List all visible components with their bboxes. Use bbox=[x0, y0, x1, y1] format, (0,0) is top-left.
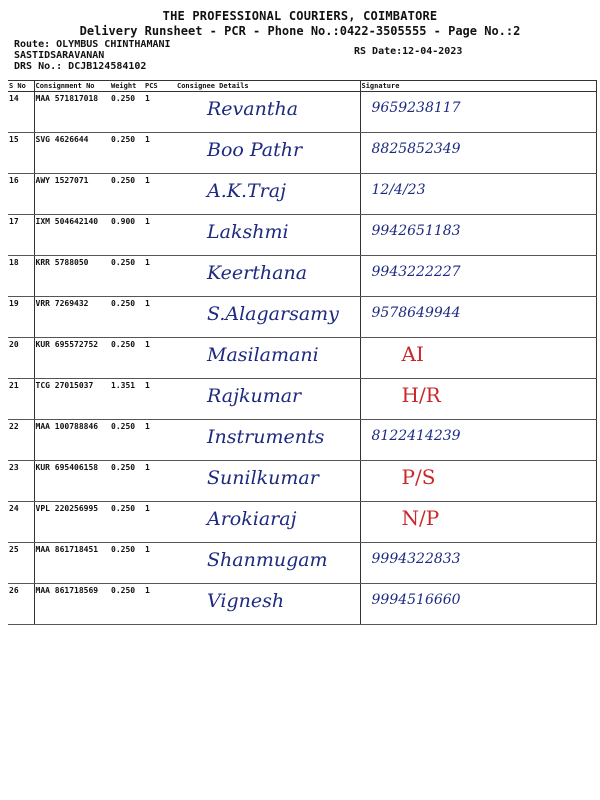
row-pcs: 1 bbox=[145, 299, 150, 308]
row-sno-cell bbox=[8, 420, 34, 461]
row-signature: H/R bbox=[401, 383, 441, 407]
row-sno-cell bbox=[8, 379, 34, 420]
row-consignment-no-cell bbox=[34, 420, 110, 461]
row-weight: 0.250 bbox=[111, 258, 136, 267]
table-header-row bbox=[8, 81, 596, 92]
row-pcs: 1 bbox=[145, 258, 150, 267]
row-consignment-no: KUR 695406158 bbox=[35, 463, 99, 472]
row-pcs: 1 bbox=[145, 217, 150, 226]
row-sno: 25 bbox=[9, 545, 19, 554]
row-consignment-no-cell bbox=[34, 461, 110, 502]
row-weight-cell bbox=[110, 256, 144, 297]
row-weight: 0.900 bbox=[111, 217, 136, 226]
row-consignee-cell bbox=[176, 215, 360, 256]
row-consignment-no: IXM 504642140 bbox=[35, 217, 99, 226]
row-sno-cell bbox=[8, 543, 34, 584]
row-signature: 8122414239 bbox=[371, 428, 461, 444]
col-header-sno: S No bbox=[8, 81, 34, 92]
row-pcs-cell bbox=[144, 461, 176, 502]
row-sno-cell bbox=[8, 174, 34, 215]
row-consignee-cell bbox=[176, 584, 360, 625]
row-sno-cell bbox=[8, 133, 34, 174]
row-consignment-no: AWY 1527071 bbox=[35, 176, 89, 185]
table-row bbox=[8, 420, 596, 461]
row-consignee-cell bbox=[176, 297, 360, 338]
row-signature-cell bbox=[360, 174, 596, 215]
row-sno: 16 bbox=[9, 176, 19, 185]
row-sno-cell bbox=[8, 92, 34, 133]
row-signature-cell bbox=[360, 133, 596, 174]
row-consignment-no: MAA 861718569 bbox=[35, 586, 99, 595]
table-row bbox=[8, 297, 596, 338]
row-weight-cell bbox=[110, 502, 144, 543]
table-row bbox=[8, 379, 596, 420]
row-signature-cell bbox=[360, 338, 596, 379]
row-weight: 0.250 bbox=[111, 94, 136, 103]
row-sno-cell bbox=[8, 297, 34, 338]
row-pcs: 1 bbox=[145, 340, 150, 349]
row-weight-cell bbox=[110, 543, 144, 584]
row-consignment-no-cell bbox=[34, 215, 110, 256]
row-pcs-cell bbox=[144, 379, 176, 420]
table-row bbox=[8, 461, 596, 502]
row-consignee-cell bbox=[176, 174, 360, 215]
row-consignment-no-cell bbox=[34, 133, 110, 174]
row-consignee-cell bbox=[176, 338, 360, 379]
row-weight-cell bbox=[110, 584, 144, 625]
row-consignee: Instruments bbox=[207, 426, 325, 448]
row-weight: 1.351 bbox=[111, 381, 136, 390]
row-weight-cell bbox=[110, 215, 144, 256]
col-header-pcs: PCS bbox=[144, 81, 176, 92]
row-signature-cell bbox=[360, 379, 596, 420]
row-sno: 22 bbox=[9, 422, 19, 431]
row-pcs: 1 bbox=[145, 135, 150, 144]
row-consignee-cell bbox=[176, 133, 360, 174]
row-consignee: Lakshmi bbox=[207, 221, 289, 243]
row-consignment-no-cell bbox=[34, 379, 110, 420]
row-consignee: Masilamani bbox=[207, 344, 319, 366]
row-pcs-cell bbox=[144, 256, 176, 297]
row-weight: 0.250 bbox=[111, 176, 136, 185]
row-weight: 0.250 bbox=[111, 299, 136, 308]
row-consignee-cell bbox=[176, 92, 360, 133]
row-pcs: 1 bbox=[145, 463, 150, 472]
row-consignee-cell bbox=[176, 461, 360, 502]
row-consignee-cell bbox=[176, 379, 360, 420]
row-signature-cell bbox=[360, 420, 596, 461]
row-consignment-no-cell bbox=[34, 502, 110, 543]
row-signature-cell bbox=[360, 461, 596, 502]
row-weight-cell bbox=[110, 461, 144, 502]
row-pcs-cell bbox=[144, 584, 176, 625]
row-consignment-no: SVG 4626644 bbox=[35, 135, 89, 144]
row-consignee: Sunilkumar bbox=[207, 467, 319, 489]
row-consignment-no: MAA 100788846 bbox=[35, 422, 99, 431]
row-consignment-no-cell bbox=[34, 584, 110, 625]
row-sno-cell bbox=[8, 338, 34, 379]
row-pcs-cell bbox=[144, 92, 176, 133]
row-weight: 0.250 bbox=[111, 135, 136, 144]
row-consignment-no-cell bbox=[34, 92, 110, 133]
row-consignment-no: VRR 7269432 bbox=[35, 299, 89, 308]
row-consignee-cell bbox=[176, 543, 360, 584]
row-pcs: 1 bbox=[145, 422, 150, 431]
row-sno: 18 bbox=[9, 258, 19, 267]
row-pcs: 1 bbox=[145, 504, 150, 513]
row-sno: 15 bbox=[9, 135, 19, 144]
row-signature-cell bbox=[360, 502, 596, 543]
row-consignment-no-cell bbox=[34, 174, 110, 215]
table-row bbox=[8, 584, 596, 625]
col-header-weight: Weight bbox=[110, 81, 144, 92]
route-label: Route: OLYMBUS CHINTHAMANI bbox=[14, 39, 171, 50]
row-sno-cell bbox=[8, 256, 34, 297]
row-sno: 23 bbox=[9, 463, 19, 472]
row-pcs-cell bbox=[144, 297, 176, 338]
row-pcs-cell bbox=[144, 133, 176, 174]
row-signature: 9994322833 bbox=[371, 551, 461, 567]
row-consignment-no: KUR 695572752 bbox=[35, 340, 99, 349]
row-consignee: Keerthana bbox=[207, 262, 308, 284]
document-title: THE PROFESSIONAL COURIERS, COIMBATORE bbox=[162, 9, 438, 23]
row-consignment-no: TCG 27015037 bbox=[35, 381, 94, 390]
row-pcs: 1 bbox=[145, 586, 150, 595]
row-weight-cell bbox=[110, 297, 144, 338]
row-weight: 0.250 bbox=[111, 504, 136, 513]
row-pcs-cell bbox=[144, 502, 176, 543]
row-consignment-no-cell bbox=[34, 338, 110, 379]
row-consignee: Shanmugam bbox=[207, 549, 328, 571]
row-consignee: Vignesh bbox=[207, 590, 285, 612]
row-weight-cell bbox=[110, 174, 144, 215]
col-header-signature: Signature bbox=[360, 81, 596, 92]
row-consignee-cell bbox=[176, 420, 360, 461]
row-consignment-no: MAA 571817018 bbox=[35, 94, 99, 103]
runsheet-table bbox=[8, 80, 597, 625]
row-consignment-no-cell bbox=[34, 297, 110, 338]
row-consignee: S.Alagarsamy bbox=[207, 303, 339, 325]
row-weight-cell bbox=[110, 92, 144, 133]
row-signature: 12/4/23 bbox=[371, 182, 426, 198]
row-signature-cell bbox=[360, 92, 596, 133]
row-pcs: 1 bbox=[145, 94, 150, 103]
row-weight: 0.250 bbox=[111, 422, 136, 431]
table-row bbox=[8, 215, 596, 256]
row-pcs: 1 bbox=[145, 176, 150, 185]
row-consignee: Rajkumar bbox=[207, 385, 302, 407]
row-signature: AI bbox=[401, 342, 424, 366]
row-sno: 20 bbox=[9, 340, 19, 349]
row-pcs-cell bbox=[144, 174, 176, 215]
rs-date: RS Date:12-04-2023 bbox=[354, 46, 463, 57]
row-signature: 9578649944 bbox=[371, 305, 461, 321]
row-signature: 9659238117 bbox=[371, 100, 461, 116]
row-signature: 9994516660 bbox=[371, 592, 461, 608]
row-signature: 9943222227 bbox=[371, 264, 461, 280]
row-consignee-cell bbox=[176, 502, 360, 543]
row-sno: 21 bbox=[9, 381, 19, 390]
row-sno: 14 bbox=[9, 94, 19, 103]
row-sno: 17 bbox=[9, 217, 19, 226]
row-pcs-cell bbox=[144, 215, 176, 256]
row-sno: 19 bbox=[9, 299, 19, 308]
row-consignment-no: VPL 220256995 bbox=[35, 504, 99, 513]
row-weight: 0.250 bbox=[111, 340, 136, 349]
row-signature: 9942651183 bbox=[371, 223, 461, 239]
row-weight-cell bbox=[110, 379, 144, 420]
row-consignment-no: MAA 861718451 bbox=[35, 545, 99, 554]
table-row bbox=[8, 174, 596, 215]
row-weight: 0.250 bbox=[111, 545, 136, 554]
row-pcs-cell bbox=[144, 420, 176, 461]
row-signature: N/P bbox=[401, 506, 440, 530]
row-weight-cell bbox=[110, 133, 144, 174]
row-consignee: Revantha bbox=[207, 98, 299, 120]
row-sno-cell bbox=[8, 584, 34, 625]
table-row bbox=[8, 338, 596, 379]
document-subtitle: Delivery Runsheet - PCR - Phone No.:0422-3505555 - Page No.:2 bbox=[79, 24, 521, 38]
row-pcs-cell bbox=[144, 543, 176, 584]
row-pcs: 1 bbox=[145, 381, 150, 390]
row-sno: 26 bbox=[9, 586, 19, 595]
row-consignment-no-cell bbox=[34, 256, 110, 297]
drs-number: DRS No.: DCJB124584102 bbox=[14, 61, 147, 72]
row-signature: 8825852349 bbox=[371, 141, 461, 157]
row-weight-cell bbox=[110, 420, 144, 461]
table-row bbox=[8, 256, 596, 297]
row-signature-cell bbox=[360, 543, 596, 584]
driver-name: SASTIDSARAVANAN bbox=[14, 50, 105, 61]
row-sno-cell bbox=[8, 461, 34, 502]
row-weight-cell bbox=[110, 338, 144, 379]
row-weight: 0.250 bbox=[111, 586, 136, 595]
table-row bbox=[8, 543, 596, 584]
col-header-consignee: Consignee Details bbox=[176, 81, 360, 92]
row-weight: 0.250 bbox=[111, 463, 136, 472]
table-row bbox=[8, 133, 596, 174]
row-signature-cell bbox=[360, 215, 596, 256]
table-row bbox=[8, 502, 596, 543]
row-consignment-no: KRR 5788050 bbox=[35, 258, 89, 267]
table-row bbox=[8, 92, 596, 133]
row-signature: P/S bbox=[401, 465, 436, 489]
row-signature-cell bbox=[360, 584, 596, 625]
row-consignee: Boo Pathr bbox=[207, 139, 303, 161]
row-consignee: Arokiaraj bbox=[207, 508, 297, 530]
row-pcs-cell bbox=[144, 338, 176, 379]
row-pcs: 1 bbox=[145, 545, 150, 554]
row-consignee: A.K.Traj bbox=[207, 180, 286, 202]
row-consignment-no-cell bbox=[34, 543, 110, 584]
row-sno: 24 bbox=[9, 504, 19, 513]
row-consignee-cell bbox=[176, 256, 360, 297]
row-sno-cell bbox=[8, 502, 34, 543]
row-sno-cell bbox=[8, 215, 34, 256]
row-signature-cell bbox=[360, 297, 596, 338]
col-header-consignment: Consignment No bbox=[34, 81, 110, 92]
row-signature-cell bbox=[360, 256, 596, 297]
